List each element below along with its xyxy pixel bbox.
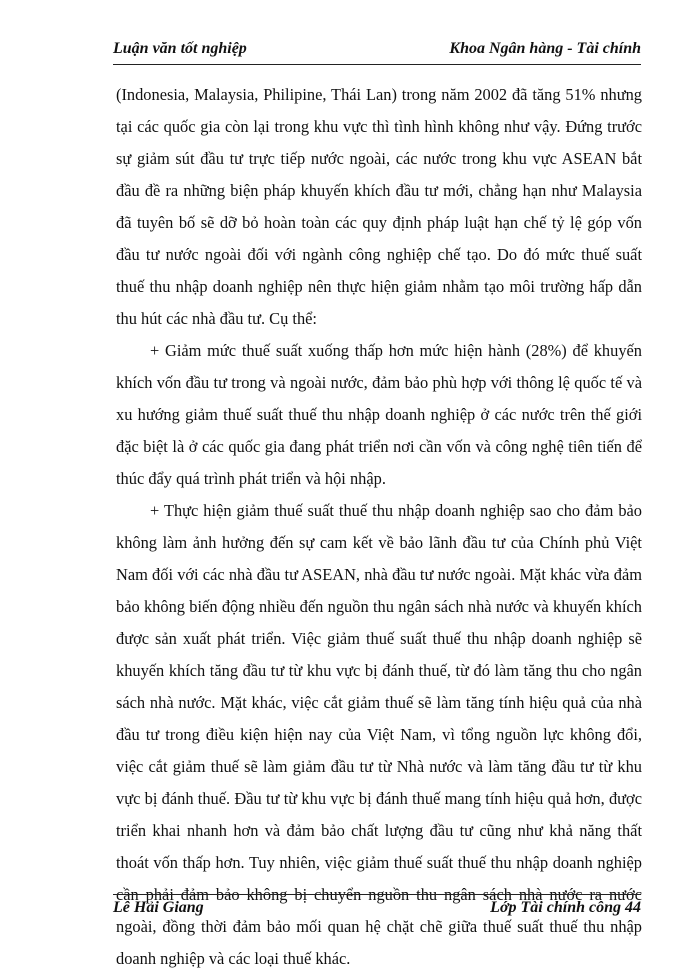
page-header <box>113 40 641 64</box>
page-footer <box>113 899 641 923</box>
footer-author: Lê Hải Giang <box>113 899 204 916</box>
paragraph: + Thực hiện giảm thuế suất thuế thu nhập doanh nghiệp sao cho đảm bảo không làm ảnh hưởng đến sự cam kết về bảo lãnh đầu tư của Chính phủ Việt Nam đối với các nhà đầu tư ASEAN, nhà đầu tư nước ngoài. Mặt khác vừa đảm bảo không biến động nhiều đến nguồn thu ngân sách nhà nước và khuyến khích được sản xuất phát triển. Việc giảm thuế suất thuế thu nhập doanh nghiệp sẽ khuyến khích tăng đầu tư từ khu vực bị đánh thuế, từ đó làm tăng thu cho ngân sách nhà nước. Mặt khác, việc cắt giảm thuế sẽ làm tăng tính hiệu quả của nhà đầu tư trong điều kiện hiện nay của Việt Nam, vì tổng nguồn lực không đổi, việc cắt giảm thuế sẽ làm giảm đầu tư từ Nhà nước và làm tăng đầu tư từ khu vực bị đánh thuế. Đầu tư từ khu vực bị đánh thuế mang tính hiệu quả hơn, được triển khai nhanh hơn và đảm bảo chất lượng đầu tư cũng như khả năng thất thoát vốn thấp hơn. Tuy nhiên, việc giảm thuế suất thuế thu nhập doanh nghiệp cần phải đảm bảo không bị chuyển nguồn thu ngân sách nhà nước ra nước ngoài, đồng thời đảm bảo mối quan hệ chặt chẽ giữa thuế suất thuế thu nhập doanh nghiệp và các loại thuế khác. <box>116 501 642 968</box>
document-body <box>116 79 642 975</box>
header-divider <box>113 64 641 65</box>
header-faculty: Khoa Ngân hàng - Tài chính <box>449 40 641 57</box>
footer-class: Lớp Tài chính công 44 <box>490 899 641 916</box>
paragraph: (Indonesia, Malaysia, Philipine, Thái Lan) trong năm 2002 đã tăng 51% nhưng tại các quốc gia còn lại trong khu vực thì tình hình không như vậy. Đứng trước sự giảm sút đầu tư trực tiếp nước ngoài, các nước trong khu vực ASEAN bắt đầu đề ra những biện pháp khuyến khích đầu tư mới, chẳng hạn như Malaysia đã tuyên bố sẽ dỡ bỏ hoàn toàn các quy định pháp luật hạn chế tỷ lệ góp vốn đầu tư nước ngoài đối với ngành công nghiệp chế tạo. Do đó mức thuế suất thuế thu nhập doanh nghiệp nên thực hiện giảm nhằm tạo môi trường hấp dẫn thu hút các nhà đầu tư. Cụ thể: <box>116 85 642 328</box>
paragraph: + Giảm mức thuế suất xuống thấp hơn mức hiện hành (28%) để khuyến khích vốn đầu tư trong và ngoài nước, đảm bảo phù hợp với thông lệ quốc tế và xu hướng giảm thuế suất thuế thu nhập doanh nghiệp ở các nước trên thế giới đặc biệt là ở các quốc gia đang phát triển nơi cần vốn và công nghệ tiên tiến để thúc đẩy quá trình phát triển và hội nhập. <box>116 341 642 488</box>
footer-divider <box>113 894 641 895</box>
header-thesis-title: Luận văn tốt nghiệp <box>113 40 247 57</box>
